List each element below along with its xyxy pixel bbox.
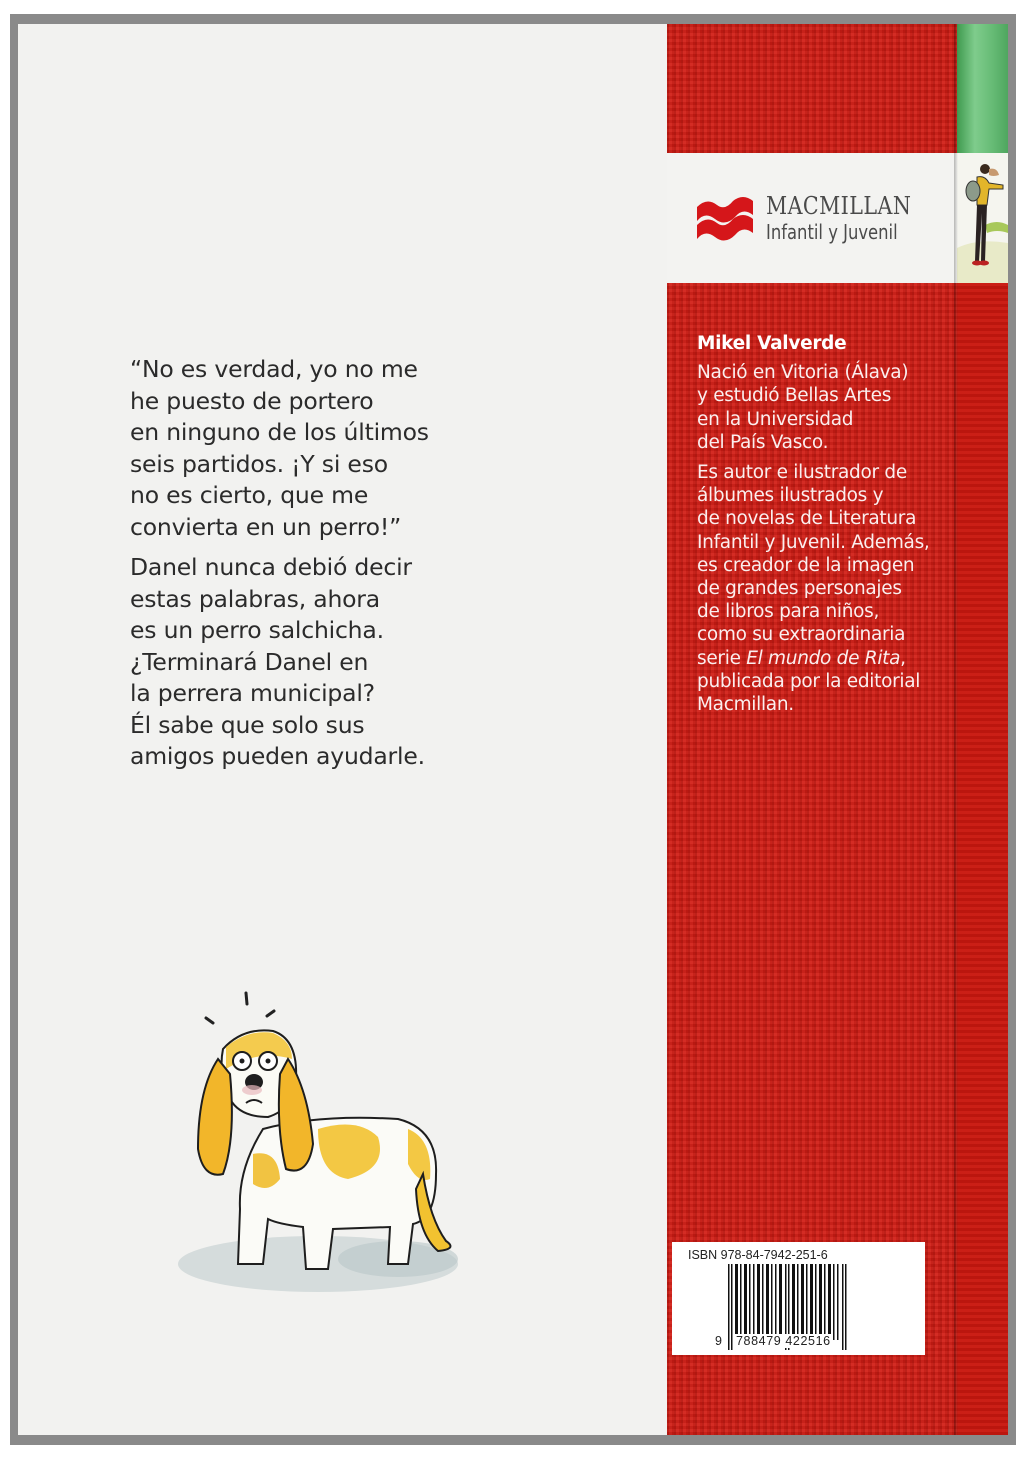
barcode-digits: 788479 422516	[736, 1334, 831, 1348]
spine-red-band	[957, 283, 1008, 1435]
blurb-summary: Danel nunca debió decir estas palabras, ahora es un perro salchicha. ¿Terminará Danel en la perrera municipal? Él sabe que solo sus amigos pueden ayudarle.	[130, 553, 425, 770]
series-title: El mundo de Rita	[746, 647, 901, 669]
author-bio	[697, 332, 957, 723]
macmillan-wave-logo-icon	[695, 193, 755, 249]
publisher-name: MACMILLAN	[766, 192, 912, 220]
publisher-band	[667, 153, 957, 283]
cover-red-top	[667, 24, 957, 153]
spine-green-band	[957, 24, 1008, 153]
publisher-imprint: Infantil y Juvenil	[766, 220, 898, 244]
isbn-label: ISBN 978-84-7942-251-6	[688, 1248, 828, 1262]
author-bio-para1: Nació en Vitoria (Álava) y estudió Bellas Artes en la Universidad del País Vasco.	[697, 362, 909, 453]
series-line: serie El mundo de Rita,	[697, 647, 906, 669]
blurb-text	[130, 354, 510, 782]
book-back-cover	[18, 24, 1008, 1435]
blurb-quote: “No es verdad, yo no me he puesto de portero en ninguno de los últimos seis partidos. ¡Y si eso no es cierto, que me convierta en un perro!”	[130, 355, 429, 541]
author-bio-para2: Es autor e ilustrador de álbumes ilustrados y de novelas de Literatura Infantil y Juvenil. Además, es creador de la imagen de grandes personajes de libros para niños, como su extraordinaria serie El mundo de Rita, publicada por la editorial Macmillan.	[697, 461, 957, 716]
author-name: Mikel Valverde	[697, 333, 847, 354]
barcode-lead-digit: 9	[715, 1334, 722, 1348]
publisher-wordmark	[766, 193, 935, 245]
dog-illustration	[168, 979, 468, 1299]
isbn-barcode-box	[672, 1242, 925, 1355]
spine-illustration	[957, 153, 1008, 283]
spine-edge	[954, 24, 958, 1435]
boy-illustration-icon	[957, 153, 1008, 283]
